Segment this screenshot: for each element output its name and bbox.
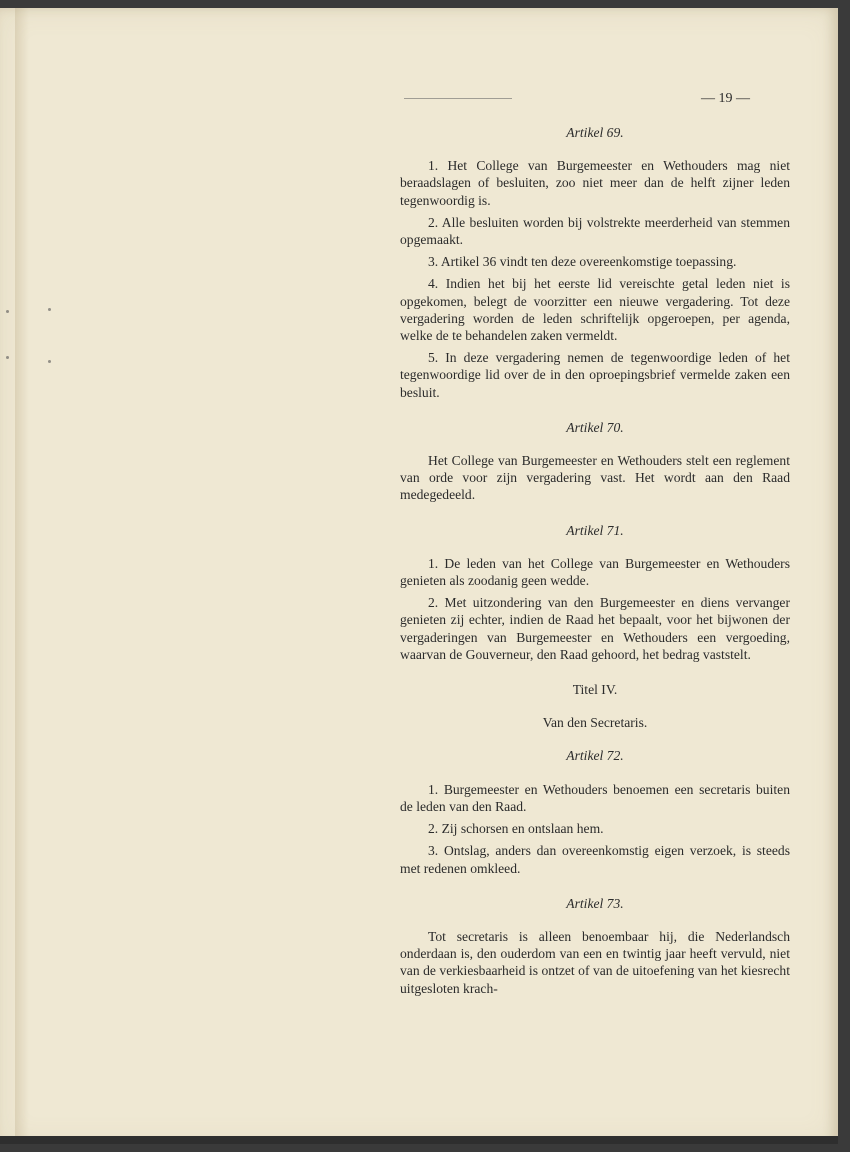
paragraph: 5. In deze vergadering nemen de tegenwoordige leden of het tegenwoordige lid over de in den oproepingsbrief vermelde zaken een besluit. <box>400 350 790 400</box>
text-column <box>400 90 790 1002</box>
document-page <box>0 8 838 1144</box>
page-number: — 19 — <box>701 91 750 106</box>
page-fold-shadow <box>15 8 29 1144</box>
paragraph: 2. Alle besluiten worden bij volstrekte meerderheid van stemmen opgemaakt. <box>400 214 790 248</box>
paragraph: 1. Het College van Burgemeester en Wethouders mag niet beraadslagen of besluiten, zoo niet meer dan de helft zijner leden tegenwoordig is. <box>400 158 790 208</box>
paragraph: 4. Indien het bij het eerste lid vereischte getal leden niet is opgekomen, belegt de voorzitter een nieuwe vergadering. Tot deze vergadering worden de leden schriftelijk opgeroepen, per agenda, welke de te behandelen zaken vermeldt. <box>400 276 790 344</box>
speck <box>48 308 51 311</box>
paragraph: Tot secretaris is alleen benoembaar hij, die Nederlandsch onderdaan is, den ouderdom van een en twintig jaar heeft vervuld, niet van de verkiesbaarheid is ontzet of van de uitoefening van het kiesrecht uitgesloten krach- <box>400 928 790 996</box>
paragraph: 2. Met uitzondering van den Burgemeester en diens vervanger genieten zij echter, indien de Raad het bepaalt, voor het bijwonen der vergaderingen van Burgemeester en Wethouders een vergoeding, waarvan de Gouverneur, den Raad gehoord, het bedrag vaststelt. <box>400 595 790 662</box>
speck <box>6 310 9 313</box>
paragraph: 3. Ontslag, anders dan overeenkomstig eigen verzoek, is steeds met redenen omkleed. <box>400 843 790 876</box>
speck <box>48 360 51 363</box>
speck <box>6 356 9 359</box>
scan-edge <box>0 1136 838 1144</box>
paragraph: 1. Burgemeester en Wethouders benoemen een secretaris buiten de leden van den Raad. <box>400 781 790 814</box>
article-heading: Artikel 71. <box>566 522 624 538</box>
paragraph: 1. De leden van het College van Burgemeester en Wethouders genieten als zoodanig geen wedde. <box>400 555 790 589</box>
article-heading: Artikel 73. <box>566 895 624 911</box>
article-heading: Artikel 70. <box>566 419 624 435</box>
paragraph: 2. Zij schorsen en ontslaan hem. <box>428 821 604 837</box>
paragraph: Het College van Burgemeester en Wethouders stelt een reglement van orde voor zijn vergadering vast. Het wordt aan den Raad medegedeeld. <box>400 453 790 503</box>
article-heading: Artikel 72. <box>566 748 624 764</box>
title-subtitle: Van den Secretaris. <box>542 715 648 731</box>
paragraph: 3. Artikel 36 vindt ten deze overeenkomstige toepassing. <box>428 254 737 270</box>
title-heading: Titel IV. <box>572 682 618 698</box>
article-heading: Artikel 69. <box>566 125 624 140</box>
